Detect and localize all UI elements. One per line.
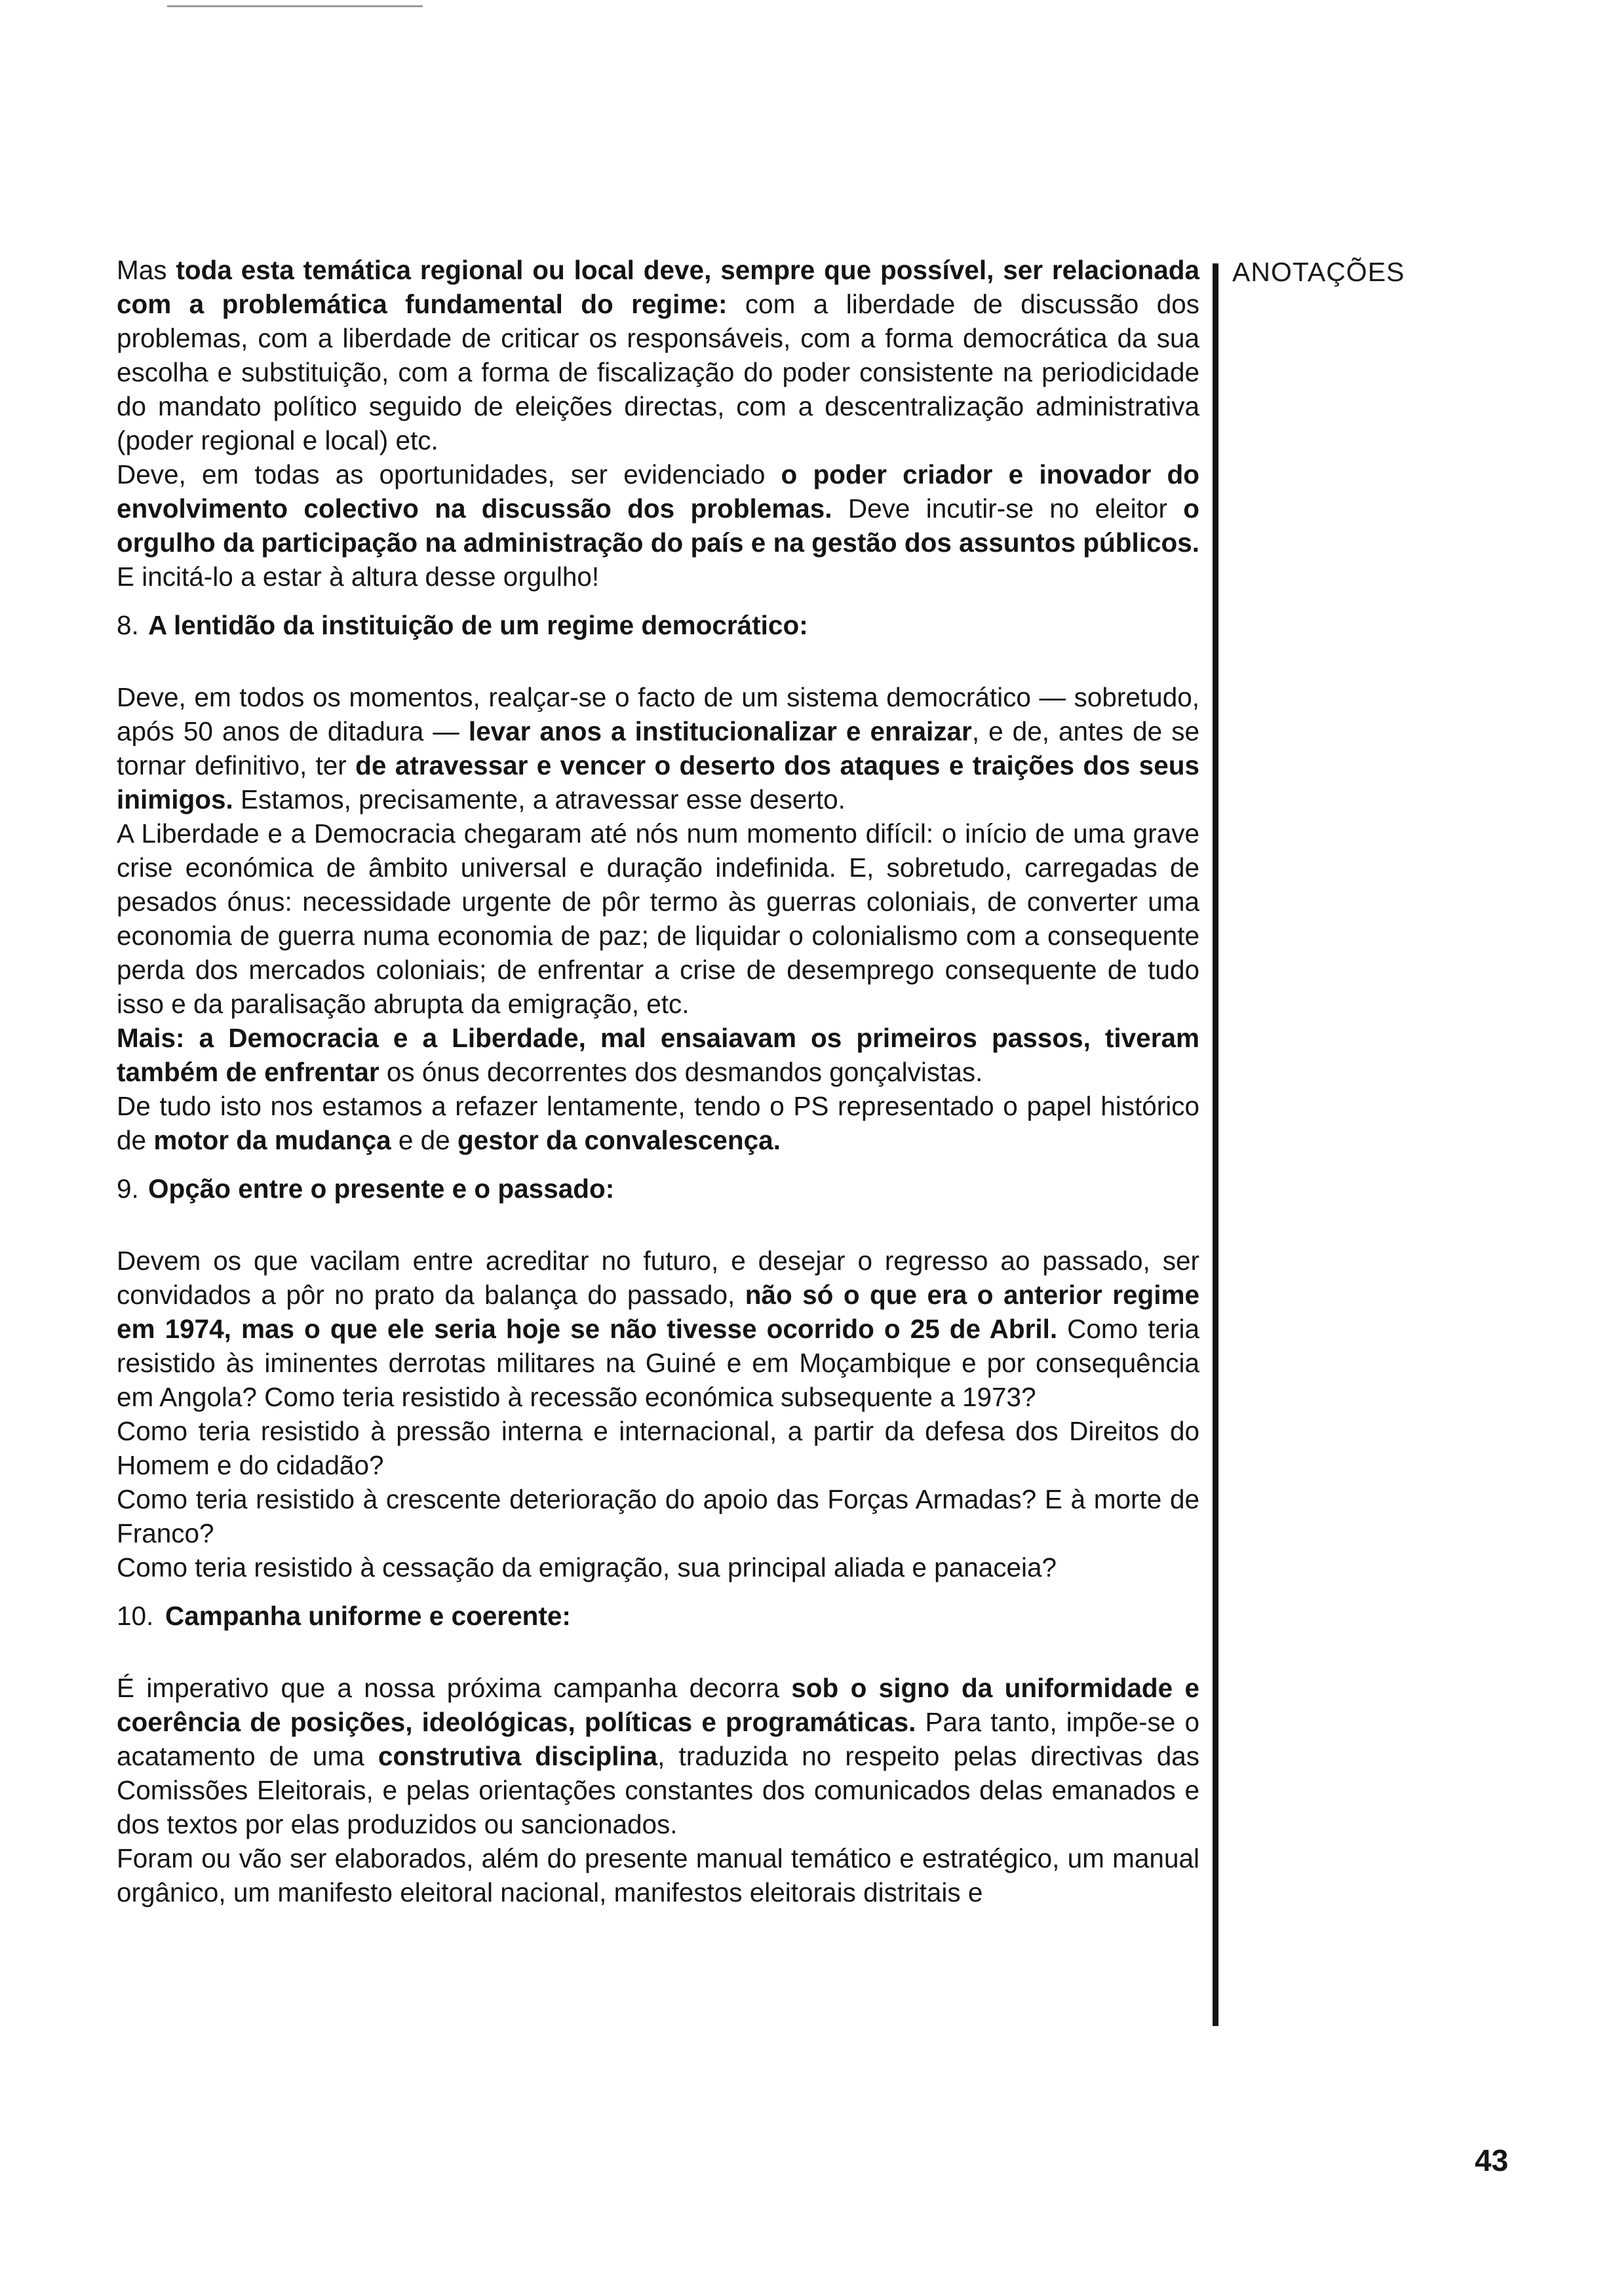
text-run: Mas	[117, 255, 176, 285]
bold-text: construtiva disciplina	[378, 1741, 658, 1771]
paragraph	[117, 816, 1199, 1021]
annotations-divider	[1213, 263, 1218, 2026]
text-run: Como teria resistido às iminentes derrotas militares na Guiné e em Moçambique e por consequência em Angola? Como teria resistido à recessão económica subsequente a 1973?	[117, 1314, 1200, 1412]
paragraph	[117, 1021, 1199, 1089]
text-run: Deve, em todas as oportunidades, ser evidenciado	[117, 459, 781, 489]
paragraph	[117, 1482, 1199, 1550]
section-body	[117, 1244, 1199, 1584]
text-run: Como teria resistido à crescente deterioração do apoio das Forças Armadas? E à morte de Franco?	[117, 1484, 1199, 1548]
section-heading	[117, 608, 1199, 642]
text-run: , traduzida no respeito pelas directivas das Comissões Eleitorais, e pelas orientações constantes dos comunicados delas emanados e dos textos por elas produzidos ou sancionados.	[117, 1741, 1199, 1839]
text-run: e de	[391, 1125, 457, 1155]
text-run: os ónus decorrentes dos desmandos gonçalvistas.	[379, 1057, 983, 1087]
bold-text: Mais: a Democracia e a Liberdade, mal ensaiavam os primeiros passos, tiveram também de enfrentar	[117, 1023, 1199, 1087]
text-run: De tudo isto nos estamos a refazer lentamente, tendo o PS representado o papel histórico de	[117, 1091, 1199, 1155]
text-run: Estamos, precisamente, a atravessar esse deserto.	[233, 784, 846, 814]
text-run: É imperativo que a nossa próxima campanha decorra	[117, 1673, 792, 1703]
section-9	[117, 1172, 1199, 1584]
section-body	[117, 1671, 1199, 1909]
section-title: Opção entre o presente e o passado:	[148, 1174, 615, 1204]
paragraph	[117, 1841, 1199, 1909]
text-run: , e de, antes de se tornar definitivo, ter	[117, 716, 1199, 780]
section-10	[117, 1599, 1199, 1909]
bold-text: toda esta temática regional ou local deve, sempre que possível, ser relacionada com a problemática fundamental do regime:	[117, 255, 1200, 319]
text-run: Para tanto, impõe-se o acatamento de uma	[117, 1707, 1199, 1771]
section-heading	[117, 1599, 1199, 1633]
paragraph	[117, 1671, 1199, 1841]
paragraph	[117, 1244, 1199, 1414]
page-number: 43	[1475, 2143, 1509, 2177]
bold-text: o poder criador e inovador do envolvimento colectivo na discussão dos problemas.	[117, 459, 1199, 524]
text-run: Como teria resistido à pressão interna e internacional, a partir da defesa dos Direitos do Homem e do cidadão?	[117, 1416, 1199, 1480]
annotations-label: ANOTAÇÕES	[1232, 257, 1405, 287]
bold-text: gestor da convalescença.	[457, 1125, 781, 1155]
bold-text: de atravessar e vencer o deserto dos ataques e traições dos seus inimigos.	[117, 750, 1199, 814]
text-run: E incitá-lo a estar à altura desse orgulho!	[117, 562, 600, 592]
paragraph	[117, 253, 1199, 457]
paragraph	[117, 680, 1199, 816]
paragraph	[117, 1089, 1199, 1157]
top-rule	[167, 5, 423, 7]
section-title: A lentidão da instituição de um regime democrático:	[148, 610, 808, 640]
main-text	[117, 253, 1199, 1909]
bold-text: levar anos a institucionalizar e enraizar	[468, 716, 972, 746]
paragraph	[117, 1414, 1199, 1482]
bold-text: motor da mudança	[153, 1125, 391, 1155]
bold-text: sob o signo da uniformidade e coerência de posições, ideológicas, políticas e programáticas.	[117, 1673, 1199, 1737]
section-number: 9.	[117, 1174, 139, 1204]
section-number: 10.	[117, 1601, 154, 1631]
text-run: Como teria resistido à cessação da emigração, sua principal aliada e panaceia?	[117, 1552, 1057, 1582]
bold-text: não só o que era o anterior regime em 1974, mas o que ele seria hoje se não tivesse ocorrido o 25 de Abril.	[117, 1280, 1200, 1344]
paragraph	[117, 457, 1199, 594]
section-8	[117, 608, 1199, 1157]
paragraph	[117, 1550, 1199, 1584]
text-run: Devem os que vacilam entre acreditar no futuro, e desejar o regresso ao passado, ser convidados a pôr no prato da balança do passado,	[117, 1246, 1199, 1310]
section-number: 8.	[117, 610, 139, 640]
text-run: Deve, em todos os momentos, realçar-se o facto de um sistema democrático — sobretudo, após 50 anos de ditadura —	[117, 682, 1199, 746]
section-heading	[117, 1172, 1199, 1206]
text-run: Deve incutir-se no eleitor	[832, 493, 1184, 524]
bold-text: o orgulho da participação na administração do país e na gestão dos assuntos públicos.	[117, 493, 1199, 558]
intro-block	[117, 253, 1199, 594]
text-run: Foram ou vão ser elaborados, além do presente manual temático e estratégico, um manual orgânico, um manifesto eleitoral nacional, manifestos eleitorais distritais e	[117, 1843, 1199, 1907]
section-title: Campanha uniforme e coerente:	[165, 1601, 571, 1631]
section-body	[117, 680, 1199, 1157]
text-run: com a liberdade de discussão dos problemas, com a liberdade de criticar os responsáveis, com a forma democrática da sua escolha e substituição, com a forma de fiscalização do poder consistente na periodicidade do mandato político seguido de eleições directas, com a descentralização administrativa (poder regional e local) etc.	[117, 289, 1199, 455]
text-run: A Liberdade e a Democracia chegaram até nós num momento difícil: o início de uma grave crise económica de âmbito universal e duração indefinida. E, sobretudo, carregadas de pesados ónus: necessidade urgente de pôr termo às guerras coloniais, de converter uma economia de guerra numa economia de paz; de liquidar o colonialismo com a consequente perda dos mercados coloniais; de enfrentar a crise de desemprego consequente de tudo isso e da paralisação abrupta da emigração, etc.	[117, 818, 1199, 1019]
